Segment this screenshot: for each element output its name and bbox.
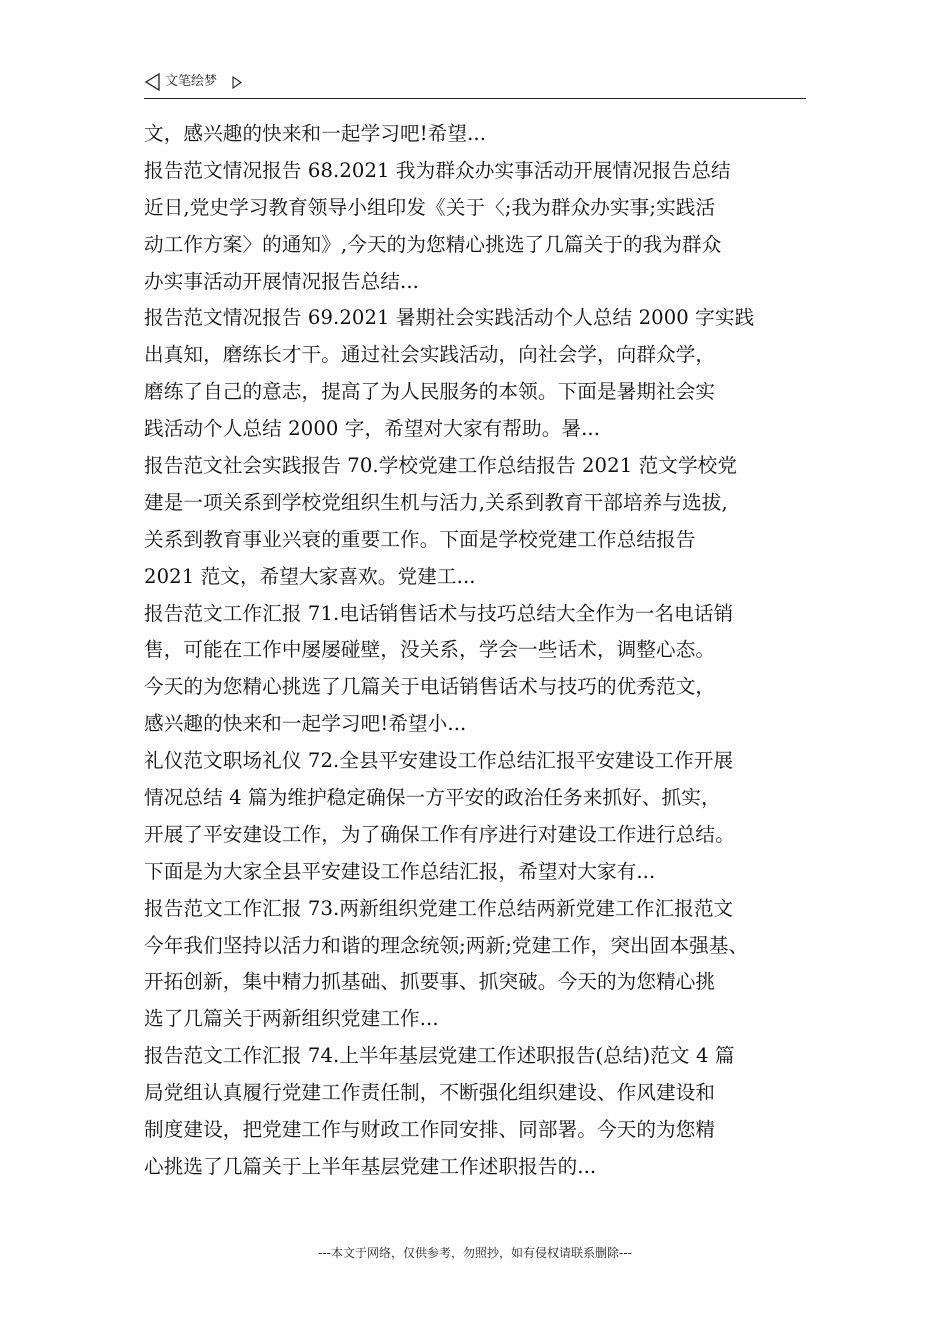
document-body <box>144 116 808 1186</box>
body-line: 报告范文情况报告 68.2021 我为群众办实事活动开展情况报告总结 <box>144 158 731 182</box>
body-line: 关系到教育事业兴衰的重要工作。下面是学校党建工作总结报告 <box>144 527 696 551</box>
body-line: 报告范文工作汇报 73.两新组织党建工作总结两新党建工作汇报范文 <box>144 896 734 920</box>
body-line: 近日,党史学习教育领导小组印发《关于〈;我为群众办实事;实践活 <box>144 195 716 219</box>
body-line: 制度建设，把党建工作与财政工作同安排、同部署。今天的为您精 <box>144 1118 716 1142</box>
body-line: 文，感兴趣的快来和一起学习吧!希望... <box>144 122 487 145</box>
body-line: 报告范文工作汇报 71.电话销售话术与技巧总结大全作为一名电话销 <box>144 601 734 625</box>
body-line: 下面是为大家全县平安建设工作总结汇报，希望对大家有... <box>144 859 656 883</box>
body-line: 磨练了自己的意志，提高了为人民服务的本领。下面是暑期社会实 <box>144 380 716 404</box>
page-header <box>144 72 806 99</box>
body-line: 情况总结 4 篇为维护稳定确保一方平安的政治任务来抓好、抓实， <box>144 786 721 810</box>
body-line: 心挑选了几篇关于上半年基层党建工作述职报告的... <box>144 1154 597 1178</box>
header-brand: 文笔绘梦 <box>165 74 218 89</box>
body-line: 感兴趣的快来和一起学习吧!希望小... <box>144 712 467 736</box>
body-line: 建是一项关系到学校党组织生机与活力,关系到教育干部培养与选拔, <box>144 490 728 514</box>
body-line: 报告范文社会实践报告 70.学校党建工作总结报告 2021 范文学校党 <box>144 454 738 478</box>
body-line: 报告范文情况报告 69.2021 暑期社会实践活动个人总结 2000 字实践 <box>144 306 755 330</box>
page-footer: ---本文于网络，仅供参考，勿照抄，如有侵权请联系删除--- <box>318 1246 632 1260</box>
body-line: 践活动个人总结 2000 字，希望对大家有帮助。暑... <box>144 417 601 441</box>
body-line: 礼仪范文职场礼仪 72.全县平安建设工作总结汇报平安建设工作开展 <box>144 749 734 773</box>
triangle-right-icon <box>231 74 243 87</box>
body-line: 2021 范文，希望大家喜欢。党建工... <box>144 564 476 588</box>
body-line: 报告范文工作汇报 74.上半年基层党建工作述职报告(总结)范文 4 篇 <box>144 1044 735 1068</box>
body-line: 今天的为您精心挑选了几篇关于电话销售话术与技巧的优秀范文， <box>144 675 716 699</box>
body-line: 动工作方案〉的通知》,今天的为您精心挑选了几篇关于的我为群众 <box>144 232 722 256</box>
body-line: 今年我们坚持以活力和谐的理念统领;两新;党建工作，突出固本强基、 <box>144 933 749 957</box>
body-line: 出真知，磨练长才干。通过社会实践活动，向社会学，向群众学， <box>144 343 716 367</box>
body-line: 选了几篇关于两新组织党建工作... <box>144 1007 439 1031</box>
body-line: 开展了平安建设工作，为了确保工作有序进行对建设工作进行总结。 <box>144 822 735 846</box>
body-line: 局党组认真履行党建工作责任制，不断强化组织建设、作风建设和 <box>144 1081 716 1105</box>
body-line: 售，可能在工作中屡屡碰壁，没关系，学会一些话术，调整心态。 <box>144 638 716 662</box>
triangle-left-icon <box>144 73 162 91</box>
body-line: 开拓创新，集中精力抓基础、抓要事、抓突破。今天的为您精心挑 <box>144 970 716 994</box>
body-line: 办实事活动开展情况报告总结... <box>144 269 420 293</box>
